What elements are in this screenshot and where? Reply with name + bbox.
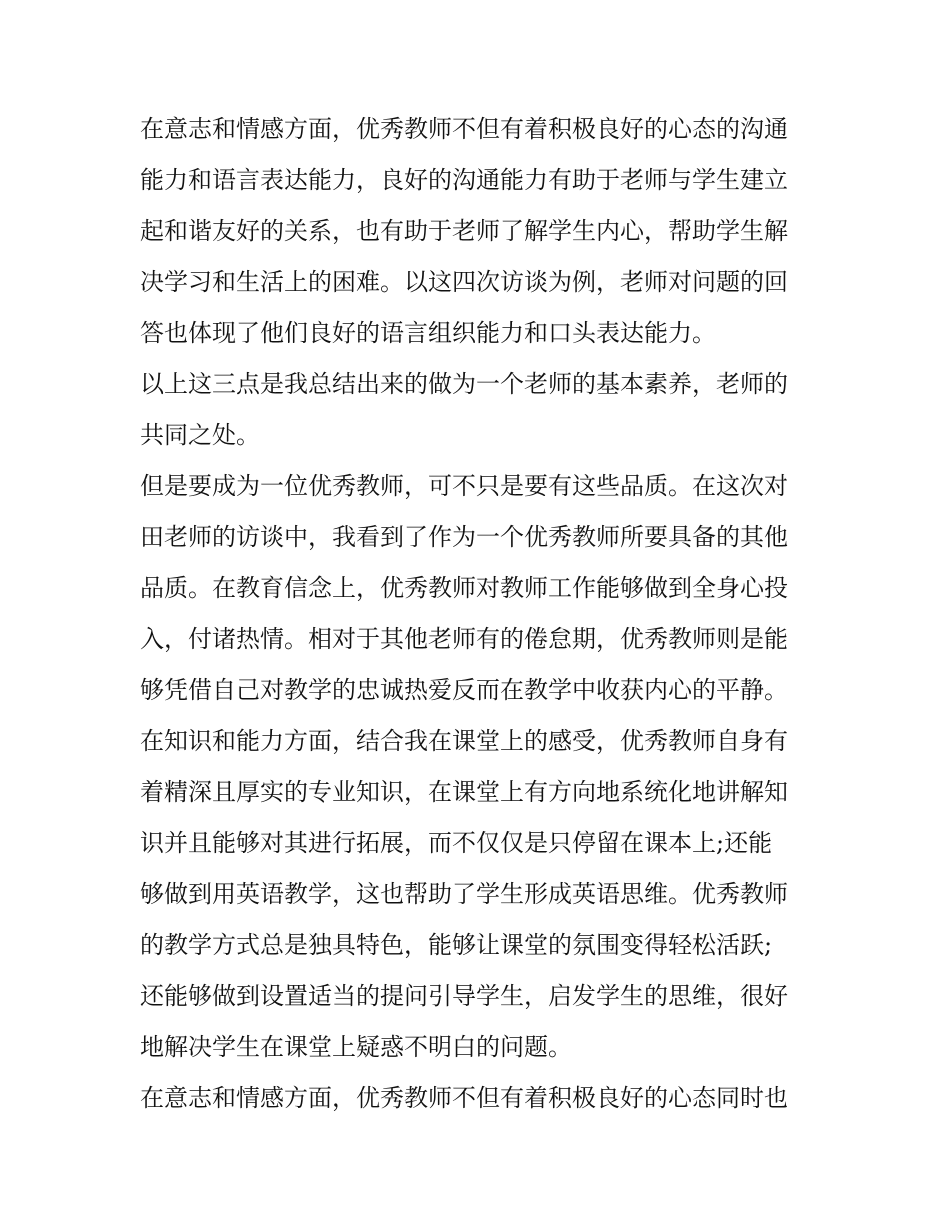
- text-line: 起和谐友好的关系，也有助于老师了解学生内心，帮助学生解: [140, 217, 788, 245]
- text-line: 够凭借自己对教学的忠诚热爱反而在教学中收获内心的平静。: [140, 676, 788, 704]
- text-line: 品质。在教育信念上，优秀教师对教师工作能够做到全身心投: [140, 574, 788, 602]
- text-line: 识并且能够对其进行拓展，而不仅仅是只停留在课本上;还能: [140, 829, 773, 857]
- text-line: 入，付诸热情。相对于其他老师有的倦怠期，优秀教师则是能: [140, 625, 788, 653]
- text-line: 共同之处。: [140, 421, 260, 449]
- text-line: 但是要成为一位优秀教师，可不只是要有这些品质。在这次对: [140, 472, 788, 500]
- text-line: 决学习和生活上的困难。以这四次访谈为例，老师对问题的回: [140, 268, 788, 296]
- paragraph-communication: [140, 104, 815, 359]
- text-line: 在意志和情感方面，优秀教师不但有着积极良好的心态同时也: [140, 1084, 788, 1112]
- paragraph-will-emotion: [140, 1073, 815, 1124]
- document-body: [140, 104, 815, 1124]
- paragraph-summary: [140, 359, 815, 461]
- paragraph-qualities: [140, 461, 815, 716]
- text-line: 地解决学生在课堂上疑惑不明白的问题。: [140, 1033, 572, 1061]
- text-line: 能力和语言表达能力，良好的沟通能力有助于老师与学生建立: [140, 166, 788, 194]
- text-line: 在知识和能力方面，结合我在课堂上的感受，优秀教师自身有: [140, 727, 788, 755]
- text-line: 着精深且厚实的专业知识，在课堂上有方向地系统化地讲解知: [140, 778, 788, 806]
- text-line: 田老师的访谈中，我看到了作为一个优秀教师所要具备的其他: [140, 523, 788, 551]
- text-line: 还能够做到设置适当的提问引导学生，启发学生的思维，很好: [140, 982, 788, 1010]
- text-line: 在意志和情感方面，优秀教师不但有着积极良好的心态的沟通: [140, 115, 788, 143]
- text-line: 以上这三点是我总结出来的做为一个老师的基本素养，老师的: [140, 370, 788, 398]
- text-line: 的教学方式总是独具特色，能够让课堂的氛围变得轻松活跃;: [140, 931, 773, 959]
- paragraph-knowledge: [140, 716, 815, 1073]
- text-line: 答也体现了他们良好的语言组织能力和口头表达能力。: [140, 319, 716, 347]
- text-line: 够做到用英语教学，这也帮助了学生形成英语思维。优秀教师: [140, 880, 788, 908]
